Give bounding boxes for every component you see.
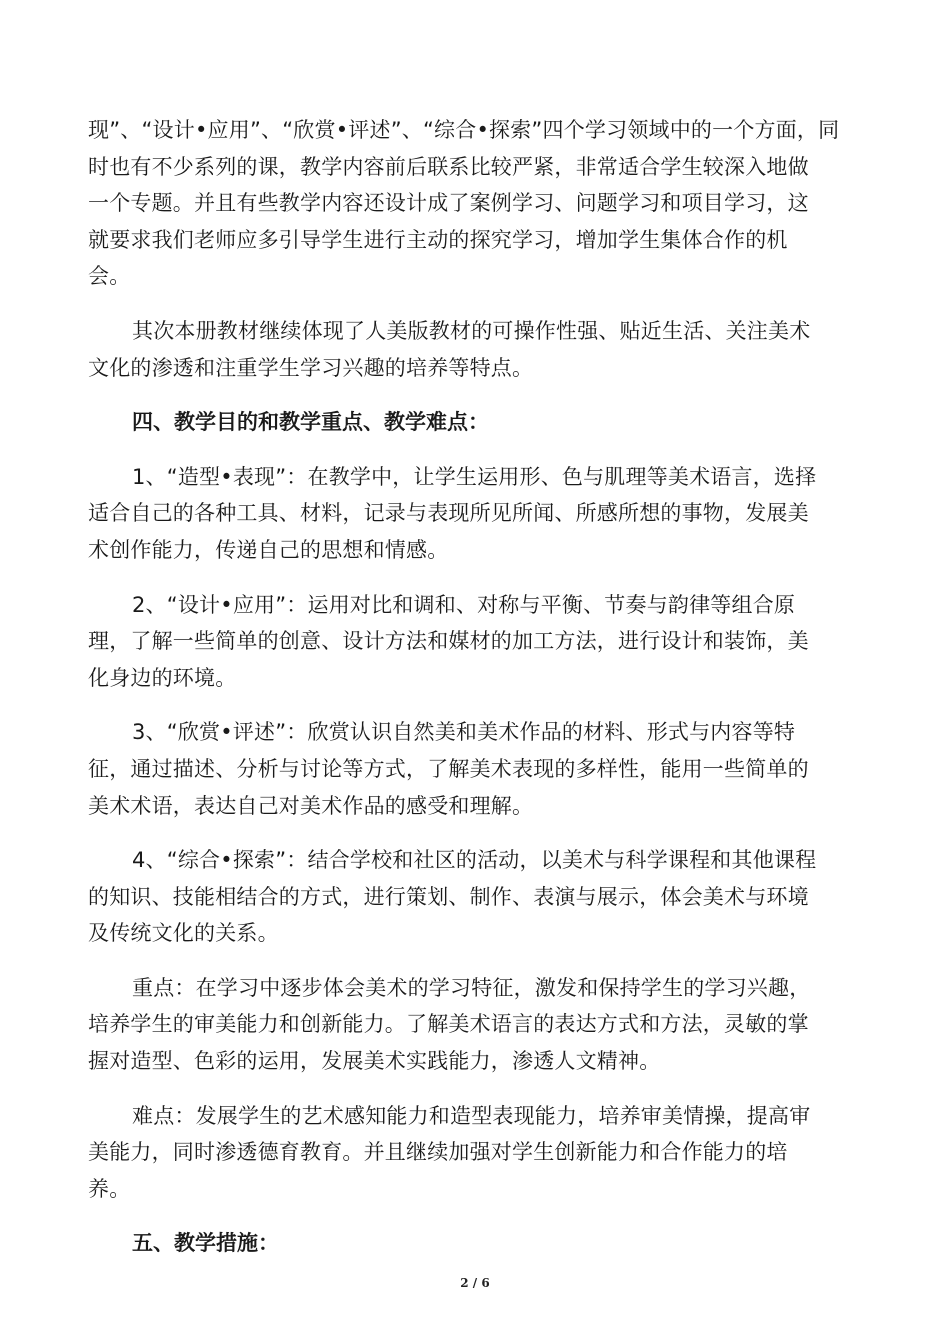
text-line: 养。 — [88, 1176, 131, 1201]
paragraph-learning-areas — [88, 112, 858, 295]
text-line: 及传统文化的关系。 — [88, 921, 279, 946]
text-line: 3、“欣赏•评述”：欣赏认识自然美和美术作品的材料、形式与内容等特 — [132, 720, 796, 745]
text-line: 重点：在学习中逐步体会美术的学习特征，激发和保持学生的学习兴趣， — [132, 975, 811, 1000]
text-line: 化身边的环境。 — [88, 665, 237, 690]
text-line: 适合自己的各种工具、材料，记录与表现所见所闻、所感所想的事物，发展美 — [88, 501, 809, 526]
section-heading-goals: 四、教学目的和教学重点、教学难点： — [132, 410, 489, 435]
text-line: 的知识、技能相结合的方式，进行策划、制作、表演与展示，体会美术与环境 — [88, 884, 809, 909]
text-line: 握对造型、色彩的运用，发展美术实践能力，渗透人文精神。 — [88, 1049, 661, 1074]
section-heading-measures: 五、教学措施： — [132, 1231, 279, 1256]
text-line: 1、“造型•表现”：在教学中，让学生运用形、色与肌理等美术语言，选择 — [132, 464, 817, 489]
text-line: 美能力，同时渗透德育教育。并且继续加强对学生创新能力和合作能力的培 — [88, 1140, 788, 1165]
document-page — [88, 112, 858, 1262]
text-line: 现”、“设计•应用”、“欣赏•评述”、“综合•探索”四个学习领域中的一个方面，同 — [88, 118, 840, 142]
text-line: 就要求我们老师应多引导学生进行主动的探究学习，增加学生集体合作的机 — [88, 227, 788, 252]
text-line: 2、“设计•应用”：运用对比和调和、对称与平衡、节奏与韵律等组合原 — [132, 592, 796, 617]
text-line: 文化的渗透和注重学生学习兴趣的培养等特点。 — [88, 355, 534, 380]
paragraph-difficult-points — [88, 1098, 858, 1208]
paragraph-goal-2 — [88, 587, 858, 697]
page-number: 2 / 6 — [460, 1276, 490, 1290]
text-line: 会。 — [88, 264, 131, 289]
paragraph-goal-4 — [88, 842, 858, 952]
text-line: 其次本册教材继续体现了人美版教材的可操作性强、贴近生活、关注美术 — [132, 318, 811, 343]
text-line: 难点：发展学生的艺术感知能力和造型表现能力，培养审美情操，提高审 — [132, 1103, 811, 1128]
text-line: 术创作能力，传递自己的思想和情感。 — [88, 537, 449, 562]
paragraph-key-points — [88, 970, 858, 1080]
text-line: 一个专题。并且有些教学内容还设计成了案例学习、问题学习和项目学习，这 — [88, 191, 809, 216]
text-line: 美术术语，表达自己对美术作品的感受和理解。 — [88, 793, 534, 818]
paragraph-goal-3 — [88, 714, 858, 824]
text-line: 理，了解一些简单的创意、设计方法和媒材的加工方法，进行设计和装饰，美 — [88, 629, 809, 654]
text-line: 时也有不少系列的课，教学内容前后联系比较严紧，非常适合学生较深入地做 — [88, 154, 809, 179]
text-line: 4、“综合•探索”：结合学校和社区的活动，以美术与科学课程和其他课程 — [132, 848, 817, 873]
text-line: 征，通过描述、分析与讨论等方式，了解美术表现的多样性，能用一些简单的 — [88, 756, 809, 781]
paragraph-goal-1 — [88, 459, 858, 569]
paragraph-textbook-features — [88, 313, 858, 386]
text-line: 培养学生的审美能力和创新能力。了解美术语言的表达方式和方法，灵敏的掌 — [88, 1012, 809, 1037]
